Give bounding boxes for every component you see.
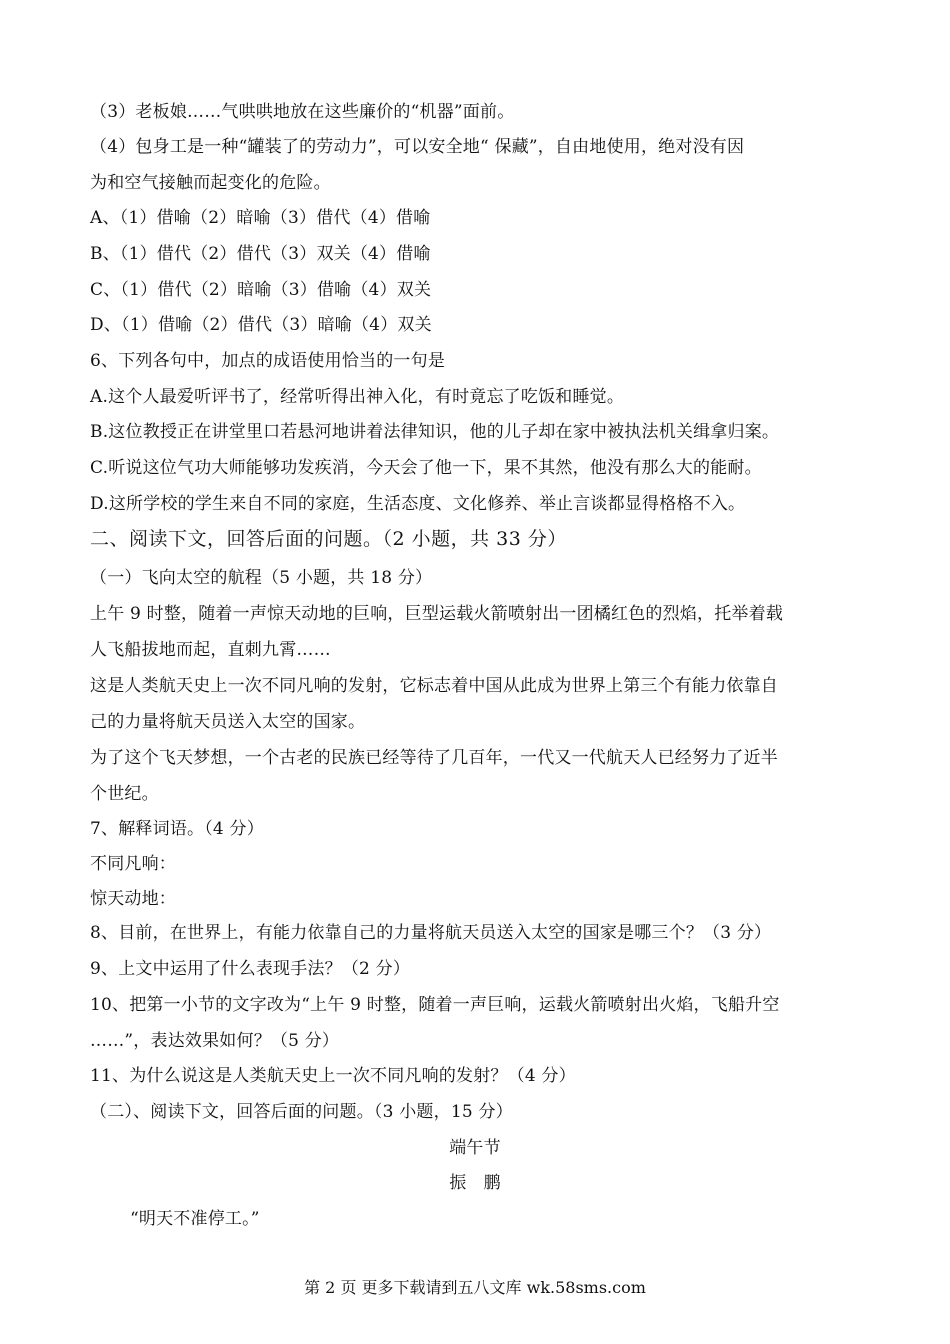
question-5-item-3: （3）老板娘……气哄哄地放在这些廉价的“机器”面前。 xyxy=(90,102,515,122)
passage-2-author: 振 鹏 xyxy=(449,1173,501,1193)
passage-2-first-line: “明天不准停工。” xyxy=(130,1209,260,1229)
question-6-option-a: A.这个人最爱听评书了，经常听得出神入化，有时竟忘了吃饭和睡觉。 xyxy=(90,387,625,407)
question-11-stem: 11、为什么说这是人类航天史上一次不同凡响的发射？（4 分） xyxy=(90,1066,576,1086)
question-6-option-b: B.这位教授正在讲堂里口若悬河地讲着法律知识，他的儿子却在家中被执法机关缉拿归案。 xyxy=(90,422,780,442)
passage-1-paragraph-2-continued: 己的力量将航天员送入太空的国家。 xyxy=(90,712,366,732)
question-6-stem: 6、下列各句中，加点的成语使用恰当的一句是 xyxy=(90,351,446,371)
question-5-option-d: D、（1）借喻（2）借代（3）暗喻（4）双关 xyxy=(90,315,432,335)
question-6-option-c: C.听说这位气功大师能够功发疾消，今天会了他一下，果不其然，他没有那么大的能耐。 xyxy=(90,458,762,478)
passage-2-heading: （二）、阅读下文，回答后面的问题。（3 小题，15 分） xyxy=(90,1102,513,1122)
passage-1-paragraph-1: 上午 9 时整，随着一声惊天动地的巨响，巨型运载火箭喷射出一团橘红色的烈焰，托举着载 xyxy=(90,604,784,624)
passage-1-title: （一）飞向太空的航程（5 小题，共 18 分） xyxy=(90,568,433,588)
passage-1-paragraph-2: 这是人类航天史上一次不同凡响的发射，它标志着中国从此成为世界上第三个有能力依靠自 xyxy=(90,676,778,696)
question-8-stem: 8、目前，在世界上，有能力依靠自己的力量将航天员送入太空的国家是哪三个？（3 分） xyxy=(90,923,772,943)
passage-1-paragraph-1-continued: 人飞船拔地而起，直刺九霄…… xyxy=(90,640,331,660)
question-5-option-c: C、（1）借代（2）暗喻（3）借喻（4）双关 xyxy=(90,280,432,300)
question-10-stem: 10、把第一小节的文字改为“上午 9 时整，随着一声巨响，运载火箭喷射出火焰，飞船升空 xyxy=(90,995,780,1015)
question-7-term-1: 不同凡响： xyxy=(90,854,176,874)
passage-1-paragraph-3-continued: 个世纪。 xyxy=(90,784,159,804)
question-10-stem-continued: ……”，表达效果如何？（5 分） xyxy=(90,1031,340,1051)
question-7-stem: 7、解释词语。（4 分） xyxy=(90,819,264,839)
question-6-option-d: D.这所学校的学生来自不同的家庭，生活态度、文化修养、举止言谈都显得格格不入。 xyxy=(90,494,746,514)
question-5-option-b: B、（1）借代（2）借代（3）双关（4）借喻 xyxy=(90,244,431,264)
question-5-item-4-continued: 为和空气接触而起变化的危险。 xyxy=(90,173,331,193)
section-2-heading: 二、阅读下文，回答后面的问题。（2 小题，共 33 分） xyxy=(90,528,567,550)
question-5-item-4: （4）包身工是一种“罐装了的劳动力”，可以安全地“ 保藏”，自由地使用，绝对没有因 xyxy=(90,137,745,157)
passage-2-title: 端午节 xyxy=(449,1138,501,1158)
passage-1-paragraph-3: 为了这个飞天梦想，一个古老的民族已经等待了几百年，一代又一代航天人已经努力了近半 xyxy=(90,748,778,768)
question-5-option-a: A、（1）借喻（2）暗喻（3）借代（4）借喻 xyxy=(90,208,431,228)
question-9-stem: 9、上文中运用了什么表现手法？（2 分） xyxy=(90,959,411,979)
page-footer: 第 2 页 更多下载请到五八文库 wk.58sms.com xyxy=(304,1278,646,1297)
question-7-term-2: 惊天动地： xyxy=(90,889,176,909)
